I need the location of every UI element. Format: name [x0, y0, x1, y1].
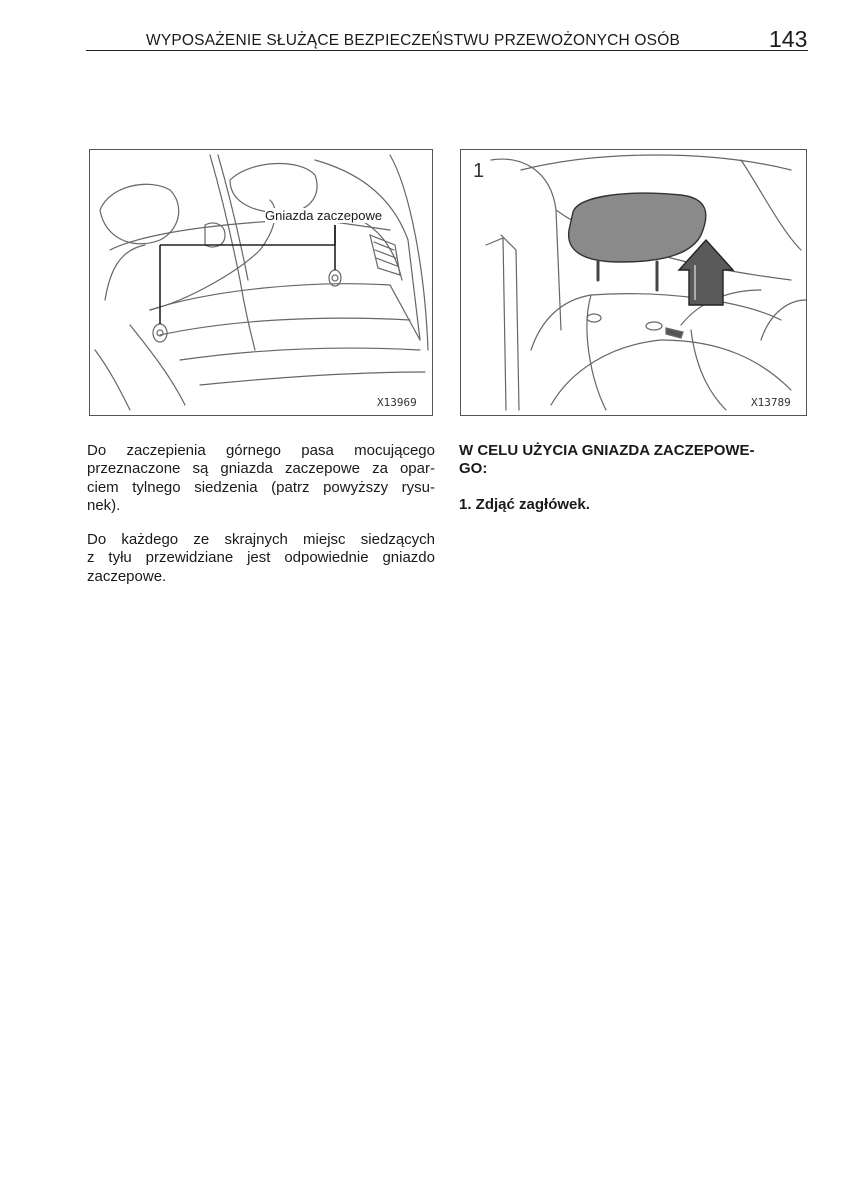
page-number: 143	[769, 26, 808, 52]
paragraph-anchor-purpose	[87, 442, 435, 515]
step-1: 1. Zdjąć zagłówek.	[459, 495, 590, 513]
figure-code-left: X13969	[377, 396, 417, 409]
text-line: nek).	[87, 496, 121, 514]
left-text-column	[87, 442, 435, 602]
paragraph-anchor-per-seat	[87, 531, 435, 586]
section-heading	[459, 442, 807, 479]
text-line: zaczepowe.	[87, 567, 167, 585]
text-line: z tyłu przewidziane jest odpowiednie gniazdo	[87, 549, 435, 567]
figure-anchor-brackets	[89, 149, 433, 416]
header-title: WYPOSAŻENIE SŁUŻĄCE BEZPIECZEŃSTWU PRZEWOŻONYCH OSÓB	[146, 32, 681, 49]
heading-line: GO:	[459, 460, 488, 478]
figure-remove-headrest	[460, 149, 807, 416]
right-text-column	[459, 442, 807, 531]
text-line: ciem tylnego siedzenia (patrz powyższy rysu-	[87, 478, 435, 496]
text-line: Do każdego ze skrajnych miejsc siedzących	[87, 531, 435, 549]
figure-code-right: X13789	[751, 396, 791, 409]
figure-label-anchors: Gniazda zaczepowe	[265, 208, 383, 223]
headrest-illustration	[461, 150, 806, 415]
header-rule	[86, 50, 808, 51]
trunk-illustration	[90, 150, 432, 415]
step-number-figure: 1	[473, 160, 485, 182]
text-line: Do zaczepienia górnego pasa mocującego	[87, 442, 435, 459]
text-line: przeznaczone są gniazda zaczepowe za opar-	[87, 460, 435, 478]
heading-line: W CELU UŻYCIA GNIAZDA ZACZEPOWE-	[459, 442, 755, 459]
